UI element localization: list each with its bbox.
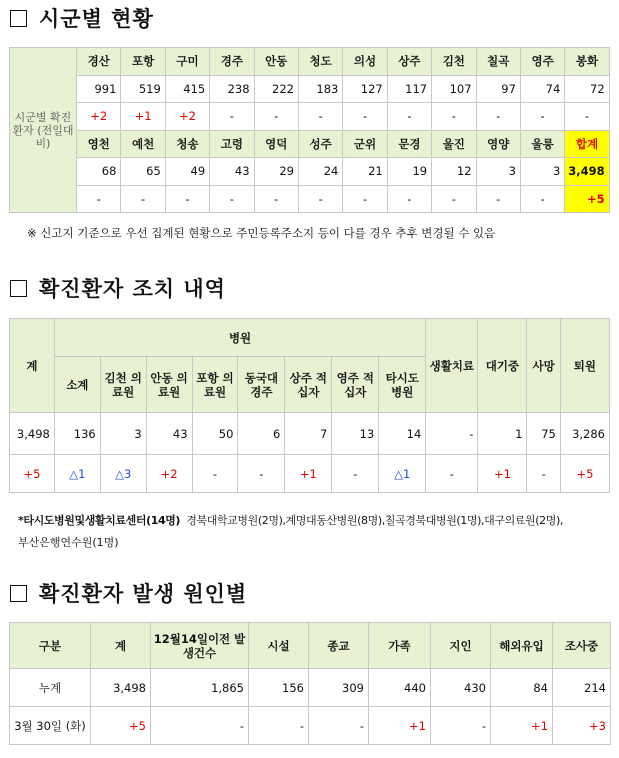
total-change: +5 [565,185,609,213]
city-name: 울진 [432,130,476,158]
change-cell: - [527,455,560,493]
city-name: 칠곡 [476,48,520,76]
value-cell: - [426,413,478,455]
city-name: 문경 [387,130,431,158]
city-count: 43 [210,158,254,186]
header-waiting: 대기중 [478,319,527,413]
header-hospital-name: 타시도 병원 [379,357,426,413]
city-count: 3 [476,158,520,186]
city-change: - [254,103,298,131]
city-count: 49 [165,158,209,186]
header-living-center: 생활치료 [426,319,478,413]
city-change: - [77,185,121,213]
header-hospital-name: 포항 의료원 [192,357,238,413]
change-cell: △1 [54,455,100,493]
change-cell: - [192,455,238,493]
city-name: 성주 [298,130,342,158]
change-cell: +3 [553,707,611,745]
column-header: 12월14일이전 발생건수 [151,623,249,669]
city-count: 21 [343,158,387,186]
footnote: ※ 신고지 기준으로 우선 집계된 현황으로 주민등록주소지 등이 다를 경우 추후 변경될 수 있음 [27,226,496,240]
city-count: 74 [520,75,564,103]
city-name: 영양 [476,130,520,158]
city-change: - [343,185,387,213]
checkbox-square-icon [10,10,27,27]
city-count: 19 [387,158,431,186]
city-count: 222 [254,75,298,103]
city-change: - [432,185,476,213]
city-name: 청도 [298,48,342,76]
column-header: 지인 [431,623,491,669]
checkbox-square-icon [10,585,27,602]
table-row [10,623,611,669]
change-cell: - [249,707,309,745]
change-cell: - [238,455,285,493]
city-count: 415 [165,75,209,103]
city-change: - [520,185,564,213]
city-change: - [387,103,431,131]
city-count: 238 [210,75,254,103]
change-cell: +5 [560,455,609,493]
table-row [10,158,610,186]
city-name: 경주 [210,48,254,76]
city-name: 김천 [432,48,476,76]
city-name: 청송 [165,130,209,158]
table-row [10,103,610,131]
value-cell: 7 [285,413,332,455]
city-change: - [210,103,254,131]
header-hospital-name: 김천 의료원 [100,357,146,413]
value-cell: 75 [527,413,560,455]
city-name: 상주 [387,48,431,76]
city-name: 영주 [520,48,564,76]
header-discharge: 퇴원 [560,319,609,413]
column-header: 계 [91,623,151,669]
section-title-by-city: 시군별 현황 [10,3,154,33]
city-name: 고령 [210,130,254,158]
city-name: 안동 [254,48,298,76]
column-header: 해외유입 [491,623,553,669]
value-cell: 1 [478,413,527,455]
city-count: 3 [520,158,564,186]
city-change: +2 [77,103,121,131]
column-header: 종교 [309,623,369,669]
value-cell: 43 [146,413,192,455]
header-hospital-name: 안동 의료원 [146,357,192,413]
city-count: 519 [121,75,165,103]
value-cell: 6 [238,413,285,455]
city-change: - [210,185,254,213]
city-change: +1 [121,103,165,131]
table-row [10,185,610,213]
city-count: 24 [298,158,342,186]
header-hospital-name: 동국대 경주 [238,357,285,413]
hospital-note-detail: 경북대학교병원(2명),계명대동산병원(8명),칠곡경북대병원(1명),대구의료원(2명), [186,514,563,527]
value-cell: 50 [192,413,238,455]
city-change: +2 [165,103,209,131]
city-change: - [520,103,564,131]
column-header: 시설 [249,623,309,669]
value-cell: 3,286 [560,413,609,455]
value-cell: 440 [369,669,431,707]
city-name: 군위 [343,130,387,158]
column-header: 가족 [369,623,431,669]
change-cell: +1 [478,455,527,493]
row-label: 3월 30일 (화) [10,707,91,745]
value-cell: 136 [54,413,100,455]
city-count: 991 [77,75,121,103]
city-change: - [254,185,298,213]
city-change: - [121,185,165,213]
city-count: 183 [298,75,342,103]
city-name: 의성 [343,48,387,76]
value-cell: 3,498 [91,669,151,707]
change-cell: △1 [379,455,426,493]
city-change: - [565,103,609,131]
total-count: 3,498 [565,158,609,186]
value-cell: 1,865 [151,669,249,707]
value-cell: 430 [431,669,491,707]
value-cell: 309 [309,669,369,707]
hospital-note-line2: 부산은행연수원(1명) [18,536,119,549]
city-name: 구미 [165,48,209,76]
city-count: 12 [432,158,476,186]
city-count: 72 [565,75,609,103]
city-status-table [9,47,610,213]
table-row [10,130,610,158]
value-cell: 13 [332,413,379,455]
city-count: 117 [387,75,431,103]
city-count: 29 [254,158,298,186]
change-cell: - [309,707,369,745]
change-cell: - [426,455,478,493]
change-cell: +2 [146,455,192,493]
table-row [10,75,610,103]
city-change: - [298,103,342,131]
city-name: 영천 [77,130,121,158]
header-hospital: 병원 [54,319,425,357]
city-name: 봉화 [565,48,609,76]
city-change: - [476,185,520,213]
section-title-by-cause: 확진환자 발생 원인별 [10,578,247,608]
city-change: - [165,185,209,213]
column-header: 구분 [10,623,91,669]
cause-table [9,622,611,745]
city-change: - [432,103,476,131]
change-cell: +1 [369,707,431,745]
total-cell: 3,498 [10,413,55,455]
city-count: 127 [343,75,387,103]
value-cell: 3 [100,413,146,455]
city-name: 포항 [121,48,165,76]
value-cell: 84 [491,669,553,707]
city-count: 97 [476,75,520,103]
city-change: - [298,185,342,213]
change-cell: - [431,707,491,745]
change-cell: +1 [285,455,332,493]
column-header: 조사중 [553,623,611,669]
change-cell: +1 [491,707,553,745]
change-cell: +5 [91,707,151,745]
change-cell: △3 [100,455,146,493]
measures-table [9,318,610,493]
city-name: 울릉 [520,130,564,158]
hospital-note-heading: *타시도병원및생활치료센터(14명) [18,514,181,527]
header-total: 계 [10,319,55,413]
city-name: 예천 [121,130,165,158]
section-title-measures: 확진환자 조치 내역 [10,273,226,303]
hospital-note [18,512,563,528]
change-cell: - [332,455,379,493]
table-row [10,48,610,76]
value-cell: 14 [379,413,426,455]
city-change: - [476,103,520,131]
city-change: - [343,103,387,131]
header-hospital-name: 상주 적십자 [285,357,332,413]
change-cell: - [151,707,249,745]
row-group-label: 시군별 확진환자 (전일대비) [10,48,77,213]
city-name: 경산 [77,48,121,76]
change-cell: +5 [10,455,55,493]
header-hospital-name: 영주 적십자 [332,357,379,413]
header-subtotal: 소계 [54,357,100,413]
value-cell: 156 [249,669,309,707]
total-label: 합계 [565,130,609,158]
value-cell: 214 [553,669,611,707]
city-change: - [387,185,431,213]
table-row [10,319,610,357]
row-label: 누계 [10,669,91,707]
city-count: 68 [77,158,121,186]
table-row [10,455,610,493]
city-count: 107 [432,75,476,103]
checkbox-square-icon [10,280,27,297]
table-row [10,413,610,455]
table-row [10,707,611,745]
city-count: 65 [121,158,165,186]
header-death: 사망 [527,319,560,413]
city-name: 영덕 [254,130,298,158]
table-row [10,669,611,707]
